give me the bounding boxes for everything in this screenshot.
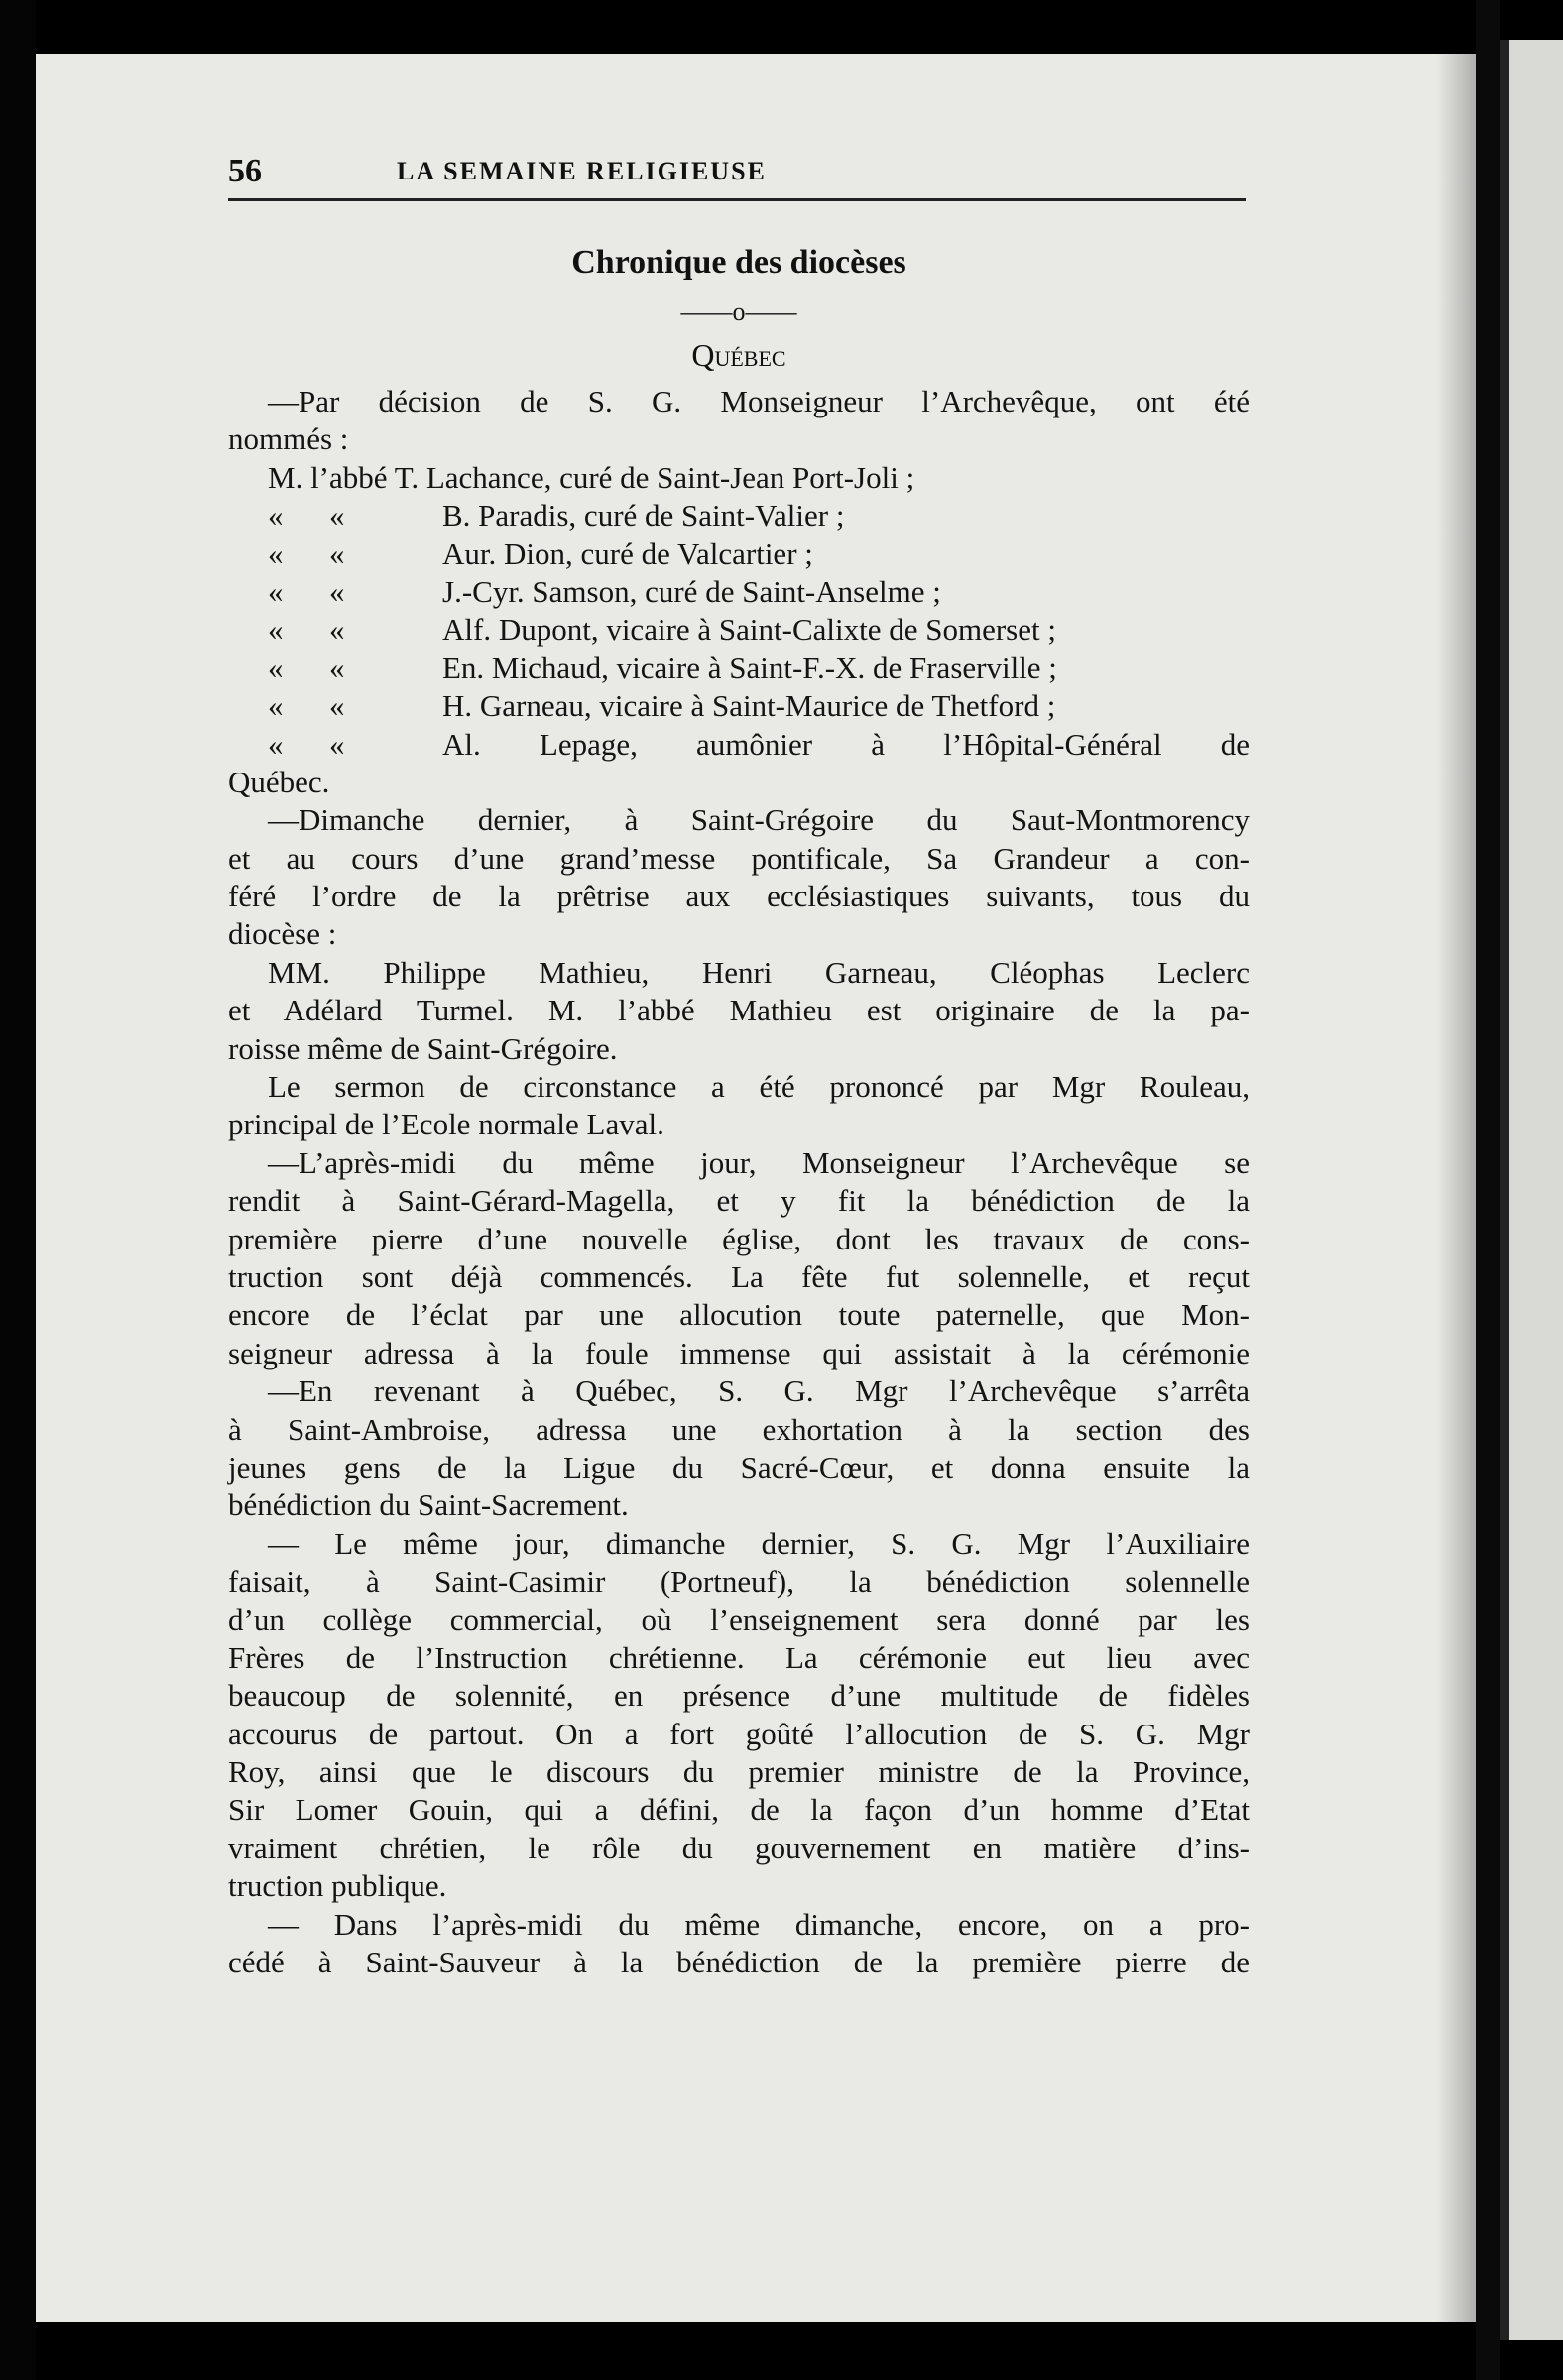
text-line: et au cours d’une grand’messe pontificale, Sa Grandeur a con- <box>228 840 1250 876</box>
appointment-line <box>228 726 1250 764</box>
page-header <box>228 153 1250 192</box>
title-ornament: ——o—— <box>680 298 797 326</box>
text-line: —Par décision de S. G. Monseigneur l’Archevêque, ont été <box>268 384 1250 418</box>
text-line: nommés : <box>228 421 349 457</box>
appointment-text: H. Garneau, vicaire à Saint-Maurice de Thetford ; <box>442 688 1056 724</box>
text-line: Frères de l’Instruction chrétienne. La cérémonie eut lieu avec <box>228 1639 1250 1675</box>
appointment-line <box>228 611 1250 649</box>
text-line: MM. Philippe Mathieu, Henri Garneau, Cléophas Leclerc <box>268 954 1250 990</box>
text-line: d’un collège commercial, où l’enseignement sera donné par les <box>228 1602 1250 1637</box>
text-line: principal de l’Ecole normale Laval. <box>228 1107 664 1142</box>
ditto-mark: « <box>268 498 284 534</box>
appointment-text: J.-Cyr. Samson, curé de Saint-Anselme ; <box>442 573 941 609</box>
text-line: et Adélard Turmel. M. l’abbé Mathieu est originaire de la pa- <box>228 993 1250 1028</box>
text-line: rendit à Saint-Gérard-Magella, et y fit la bénédiction de la <box>228 1183 1250 1219</box>
appointment-line <box>228 497 1250 535</box>
ditto-mark: « <box>329 573 345 609</box>
text-line: truction sont déjà commencés. La fête fut solennelle, et reçut <box>228 1258 1250 1294</box>
ditto-mark: « <box>268 650 284 685</box>
ditto-mark: « <box>268 536 284 571</box>
appointment-text: Al. Lepage, aumônier à l’Hôpital-Général de <box>442 726 1250 762</box>
appointment-text: B. Paradis, curé de Saint-Valier ; <box>442 498 845 534</box>
text-line: Sir Lomer Gouin, qui a défini, de la façon d’un homme d’Etat <box>228 1792 1250 1828</box>
book-gutter <box>1476 0 1500 2380</box>
text-line: seigneur adressa à la foule immense qui assistait à la cérémonie <box>228 1335 1250 1370</box>
text-line: roisse même de Saint-Grégoire. <box>228 1030 618 1066</box>
scan-border-left <box>0 0 36 2380</box>
appointment-line <box>228 536 1250 573</box>
text-line: diocèse : <box>228 916 337 952</box>
appointment-line <box>228 687 1250 725</box>
text-line: — Dans l’après-midi du même dimanche, encore, on a pro- <box>268 1906 1250 1942</box>
text-line: encore de l’éclat par une allocution toute paternelle, que Mon- <box>228 1297 1250 1333</box>
ditto-mark: « <box>329 650 345 685</box>
appointment-text: Alf. Dupont, vicaire à Saint-Calixte de Somerset ; <box>442 612 1056 648</box>
running-head: LA SEMAINE RELIGIEUSE <box>397 157 767 185</box>
text-line: première pierre d’une nouvelle église, dont les travaux de cons- <box>228 1221 1250 1256</box>
ditto-mark: « <box>329 612 345 648</box>
appointment-line <box>228 650 1250 687</box>
text-line: jeunes gens de la Ligue du Sacré-Cœur, et donna ensuite la <box>228 1449 1250 1485</box>
text-line: M. l’abbé T. Lachance, curé de Saint-Jean Port-Joli ; <box>268 459 915 495</box>
text-line: truction publique. <box>228 1868 447 1904</box>
text-line: — Le même jour, dimanche dernier, S. G. Mgr l’Auxiliaire <box>268 1525 1250 1561</box>
facing-page-shadow <box>1500 40 1509 2340</box>
page-number: 56 <box>228 153 262 189</box>
appointment-text: En. Michaud, vicaire à Saint-F.-X. de Fraserville ; <box>442 650 1057 685</box>
text-line: faisait, à Saint-Casimir (Portneuf), la bénédiction solennelle <box>228 1564 1250 1600</box>
text-line: beaucoup de solennité, en présence d’une multitude de fidèles <box>228 1678 1250 1714</box>
text-line: —En revenant à Québec, S. G. Mgr l’Archevêque s’arrêta <box>268 1373 1250 1409</box>
text-line: accourus de partout. On a fort goûté l’allocution de S. G. Mgr <box>228 1716 1250 1751</box>
text-line: —Dimanche dernier, à Saint-Grégoire du Saut-Montmorency <box>268 802 1250 838</box>
ditto-mark: « <box>268 573 284 609</box>
appointment-line <box>228 573 1250 611</box>
ditto-mark: « <box>268 612 284 648</box>
section-heading: Québec <box>691 337 786 373</box>
ditto-mark: « <box>329 498 345 534</box>
text-line: Québec. <box>228 764 330 799</box>
text-line: féré l’ordre de la prêtrise aux ecclésiastiques suivants, tous du <box>228 879 1250 914</box>
text-line: à Saint-Ambroise, adressa une exhortation à la section des <box>228 1411 1250 1447</box>
text-line: Le sermon de circonstance a été prononcé par Mgr Rouleau, <box>268 1069 1250 1105</box>
header-rule <box>228 198 1246 201</box>
text-line: bénédiction du Saint-Sacrement. <box>228 1488 629 1523</box>
ditto-mark: « <box>329 726 345 762</box>
ditto-mark: « <box>329 536 345 571</box>
appointment-text: Aur. Dion, curé de Valcartier ; <box>442 536 813 571</box>
ditto-mark: « <box>268 726 284 762</box>
text-line: —L’après-midi du même jour, Monseigneur l’Archevêque se <box>268 1144 1250 1180</box>
article-title: Chronique des diocèses <box>571 244 906 281</box>
text-line: vraiment chrétien, le rôle du gouvernement en matière d’ins- <box>228 1830 1250 1865</box>
ditto-mark: « <box>268 688 284 724</box>
page-curl-shadow <box>1436 54 1476 2322</box>
ditto-mark: « <box>329 688 345 724</box>
article-body <box>228 383 1250 1981</box>
text-line: cédé à Saint-Sauveur à la bénédiction de la première pierre de <box>228 1945 1250 1980</box>
text-line: Roy, ainsi que le discours du premier ministre de la Province, <box>228 1754 1250 1790</box>
